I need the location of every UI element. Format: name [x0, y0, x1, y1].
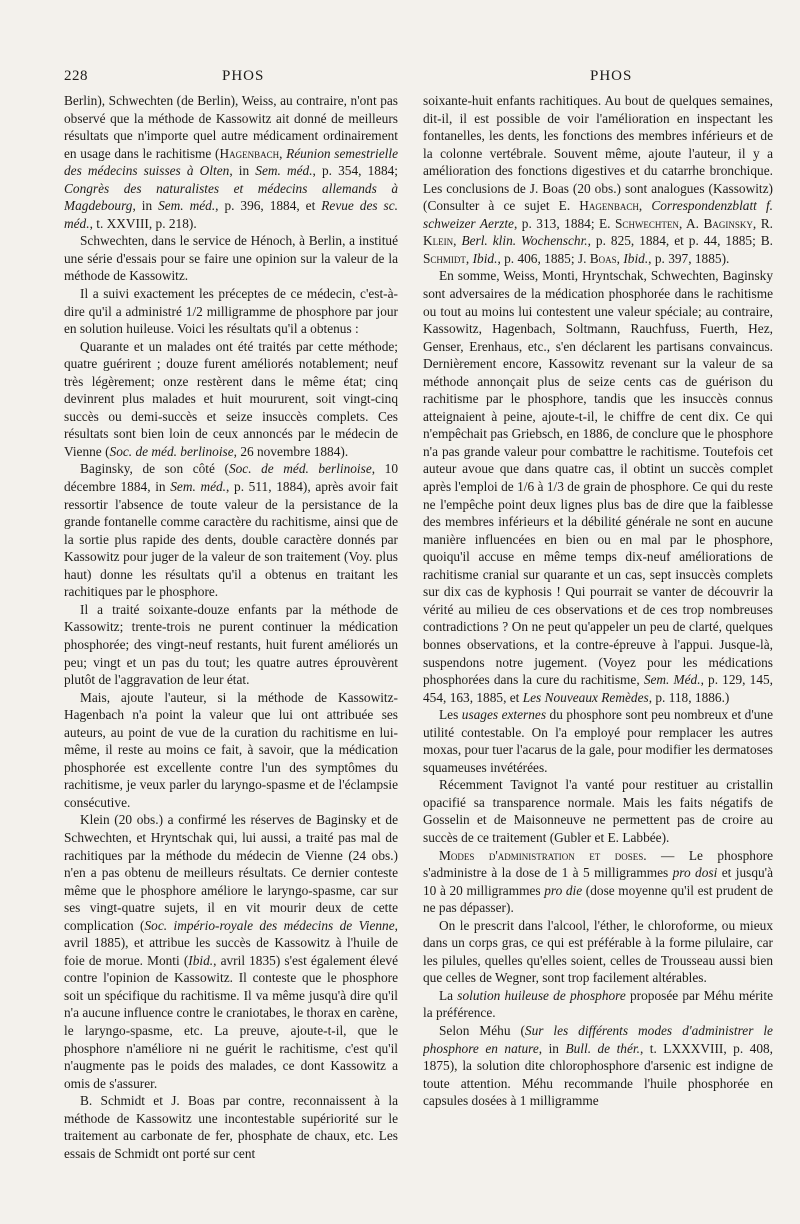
- paragraph: Berlin), Schwechten (de Berlin), Weiss, au contraire, n'ont pas observé que la méthode de Kassowitz ait donné de meilleurs résultats que n'importe quel autre médicament ordinairement en usage dans le rachitisme (Hagenbach, Réunion semestrielle des médecins suisses à Olten, in Sem. méd., p. 354, 1884; Congrès des naturalistes et médecins allemands à Magdebourg, in Sem. méd., p. 396, 1884, et Revue des sc. méd., t. XXVIII, p. 218).: [64, 93, 398, 231]
- paragraph: Il a traité soixante-douze enfants par la méthode de Kassowitz; trente-trois ne purent continuer la médication phosphorée; des vingt-neuf restants, huit furent améliorés un peu; vingt et un pas du tout; les quatre autres éprouvèrent plutôt de l'aggravation de leur état.: [64, 601, 398, 688]
- left-column: [64, 92, 398, 1212]
- paragraph: La solution huileuse de phosphore proposée par Méhu mérite la préférence.: [423, 987, 773, 1021]
- page-number: 228: [64, 68, 88, 84]
- paragraph: En somme, Weiss, Monti, Hryntschak, Schwechten, Baginsky sont adversaires de la médication phosphorée dans le rachitisme ou tout au moins lui contestent une valeur spéciale; au contraire, Kassowitz, Hagenbach, Soltmann, Rauchfuss, Fuerth, Hez, Genser, Erenhaus, etc., s'en déclarent les partisans convaincus. Dernièrement encore, Kassowitz revenant sur la valeur de sa méthode annonçait plus de seize cents cas de guérison du rachitisme par le phosphore, tandis que les insuccès connus atteignaient à peine, ajoute-t-il, le chiffre de cent dix. Ce qui n'empêchait pas Griebsch, en 1886, de conclure que le phosphore n'a pas grande valeur pour combattre le rachitisme. Toutefois cet auteur avoue que dans quatre cas, il obtint un succès complet après l'emploi de 1/6 à 1/3 de grain de phosphore. Ce qui du reste ne l'empêche point deux lignes plus bas de dire que la faiblesse des membres inférieurs et la débilité générale ne sont en aucune manière influencées en bien ou en mal par le phosphore, quoiqu'il accuse en même temps dix-neuf améliorations de rachitisme cranial sur quarante et un cas, sept insuccès complets sur dix cas de kyphosis ! Qui pourrait se vanter de découvrir la vérité au milieu de ces observations et de ces trop nombreuses contradictions ? On ne peut qu'appeler un peu de clarté, quelques bonnes observations, et la contre-épreuve à l'appui. Jusque-là, suspendons notre jugement. (Voyez pour les médications phosphorées dans la cure du rachitisme, Sem. Méd., p. 129, 145, 454, 163, 1885, et Les Nouveaux Remèdes, p. 118, 1886.): [423, 268, 773, 705]
- paragraph: Baginsky, de son côté (Soc. de méd. berlinoise, 10 décembre 1884, in Sem. méd., p. 511, 1884), après avoir fait ressortir l'absence de toute valeur de la persistance de la grande fontanelle comme caractère du rachitisme, ainsi que de la sortie plus rapide des dents, double caractère donnés par Kassowitz pour juger de la valeur de son traitement (Voy. plus haut) donne les résultats qu'il a obtenus en traitant les rachitiques par le phosphore.: [64, 461, 398, 600]
- paragraph: B. Schmidt et J. Boas par contre, reconnaissent à la méthode de Kassowitz une incontestable supériorité sur le traitement au carbonate de fer, phosphate de chaux, etc. Les essais de Schmidt ont porté sur cent: [64, 1093, 398, 1161]
- paragraph: soixante-huit enfants rachitiques. Au bout de quelques semaines, dit-il, il est possible de voir l'amélioration en inspectant les fontanelles, les dents, les fonctions des membres inférieurs et de la colonne vertébrale. Souvent même, ajoute l'auteur, il y a amélioration des fonctions digestives et du catarrhe bronchique. Les conclusions de J. Boas (20 obs.) sont analogues (Kassowitz) (Consulter à ce sujet E. Hagenbach, Correspondenzblatt f. schweizer Aerzte, p. 313, 1884; E. Schwechten, A. Baginsky, R. Klein, Berl. klin. Wochenschr., p. 825, 1884, et p. 44, 1885; B. Schmidt, Ibid., p. 406, 1885; J. Boas, Ibid., p. 397, 1885).: [423, 93, 773, 266]
- paragraph: Mais, ajoute l'auteur, si la méthode de Kassowitz-Hagenbach n'a point la valeur que lui ont attribuée ses auteurs, au point de vue de la curation du rachitisme en lui-même, il reste au moins ce fait, à savoir, que la médication phosphorée est excellente contre l'un des symptômes du rachitisme, je veux parler du laryngo-spasme et de l'éclampsie consécutive.: [64, 689, 398, 810]
- right-column: [423, 92, 773, 1212]
- paragraph: Les usages externes du phosphore sont peu nombreux et d'une utilité contestable. On l'a employé pour remplacer les autres moxas, pour tuer l'acarus de la gale, pour modifier les dermatoses squameuses invétérées.: [423, 707, 773, 775]
- page-header: [0, 68, 800, 92]
- section-heading: Modes d'administration et doses.: [439, 847, 647, 863]
- paragraph: Il a suivi exactement les préceptes de ce médecin, c'est-à-dire qu'il a administré 1/2 milligramme de phosphore par jour en solution huileuse. Voici les résultats qu'il a obtenus :: [64, 286, 398, 337]
- paragraph: Selon Méhu (Sur les différents modes d'administrer le phosphore en nature, in Bull. de thér., t. LXXXVIII, p. 408, 1875), la solution dite chlorophosphore d'arsenic est indigne de toute attention. Méhu recommande l'huile phosphorée en capsules dosées à 1 milligramme: [423, 1022, 773, 1109]
- paragraph: Klein (20 obs.) a confirmé les réserves de Baginsky et de Schwechten, et Hryntschak qui, lui aussi, a traité pas mal de rachitiques par la méthode du médecin de Vienne (24 obs.) n'en a pas obtenu de meilleurs résultats. Ce dernier conteste même que le phosphore améliore le laryngo-spasme, car sur ses vingt-quatre sujets, il en vit mourir deux de cette complication (Soc. império-royale des médecins de Vienne, avril 1885), et attribue les succès de Kassowitz à l'huile de foie de morue. Monti (Ibid., avril 1835) s'est également élevé contre l'opinion de Kassowitz. Il conteste que le phosphore soit un spécifique du rachitisme. Il va même jusqu'à dire qu'il n'a aucune influence contre le craniotabes, le thorax en carène, le laryngo-spasme, etc. La preuve, ajoute-t-il, que le phosphore n'améliore ni ne guérit le rachitisme, c'est qu'il n'augmente pas le poids des malades, ce dont Kassowitz a omis de s'assurer.: [64, 812, 398, 1091]
- paragraph: Quarante et un malades ont été traités par cette méthode; quatre guérirent ; douze furent améliorés notablement; neuf très légèrement; onze restèrent dans le même état; cinq devinrent plus malades et huit moururent, soit vingt-cinq succès ou demi-succès et seize insuccès complets. Ces résultats sont bien loin de ceux annoncés par le médecin de Vienne (Soc. de méd. berlinoise, 26 novembre 1884).: [64, 338, 398, 459]
- paragraph: Récemment Tavignot l'a vanté pour restituer au cristallin opacifié sa transparence normale. Mais les faits négatifs de Gosselin et de Maisonneuve ne permettent pas de croire au succès de ce traitement (Gubler et E. Labbée).: [423, 777, 773, 845]
- running-head-right: PHOS: [590, 68, 633, 84]
- running-head-left: PHOS: [222, 68, 265, 84]
- paragraph: On le prescrit dans l'alcool, l'éther, le chloroforme, ou mieux dans un corps gras, ce qui est préférable à la forme pilulaire, car les pilules, quelles qu'elles soient, celles de Trousseau aussi bien que celles de Wegner, sont trop facilement altérables.: [423, 917, 773, 986]
- paragraph: Schwechten, dans le service de Hénoch, à Berlin, a institué une série d'essais pour se faire une opinion sur la valeur de la méthode de Kassowitz.: [64, 233, 398, 284]
- paragraph: Modes d'administration et doses. — Le phosphore s'administre à la dose de 1 à 5 milligrammes pro dosi et jusqu'à 10 à 20 milligrammes pro die (dose moyenne qu'il est prudent de ne pas dépasser).: [423, 847, 773, 916]
